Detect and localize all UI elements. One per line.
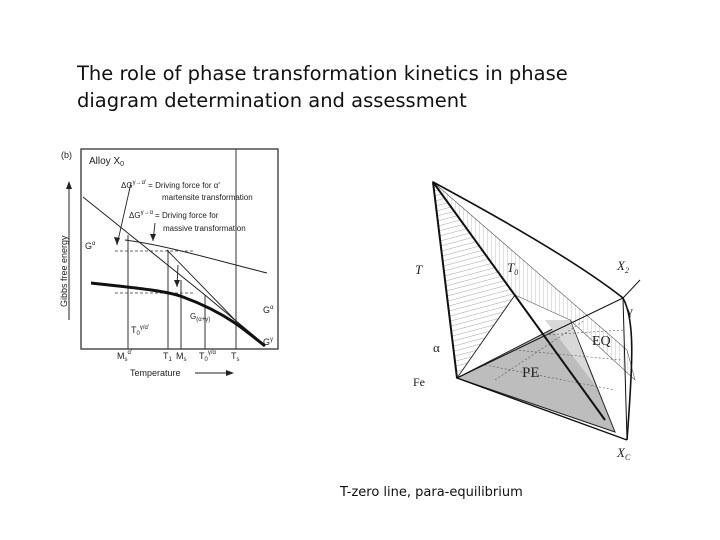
x-axis-label: Temperature — [130, 368, 181, 378]
y-axis-arrowhead — [66, 181, 72, 189]
label-fe: Fe — [413, 375, 425, 389]
label-t0: $T_0$ — [507, 260, 519, 277]
diagram-frame — [81, 149, 278, 349]
label-g-mixed: $G_{(\alpha+\gamma)}$ — [190, 312, 211, 323]
slide-title-line-1: The role of phase transformation kinetics in phase — [77, 62, 568, 85]
panel-label: (b) — [61, 150, 72, 160]
tick-label: $M_s^{\alpha'}$ — [117, 350, 133, 363]
tick-label: $T_1$ — [163, 351, 172, 363]
label-g-alpha-left: $G^\alpha$ — [85, 241, 96, 251]
figure-caption: T-zero line, para-equilibrium — [340, 485, 523, 500]
note-martensite-line-1: $\Delta G^{\gamma\to\alpha'}$ = Driving force for α′ — [121, 180, 220, 190]
curve-g-alpha — [125, 240, 267, 273]
label-x2: $X_2$ — [617, 258, 629, 275]
x-axis-arrowhead — [226, 370, 234, 376]
slide-title — [77, 60, 637, 114]
curve-g-mixed — [91, 283, 265, 346]
label-pe: PE — [522, 365, 540, 381]
temperature-tick-labels — [117, 350, 240, 363]
tick-label: $M_s$ — [176, 351, 187, 363]
arrowhead-mixed-down — [174, 280, 180, 287]
note-massive-line-2: massive transformation — [163, 224, 246, 233]
note-massive-line-1: $\Delta G^{\gamma\to\alpha}$ = Driving force for — [129, 210, 219, 220]
x2-axis-tick — [623, 280, 640, 298]
alloy-label: Alloy $X_0$ — [89, 156, 125, 168]
tick-label: $T_0^{\gamma/\alpha}$ — [199, 350, 216, 363]
label-t: T — [415, 262, 423, 277]
label-t0-prime: $T_0^{\gamma/\alpha'}$ — [131, 325, 150, 337]
tick-label: $T_s$ — [231, 351, 240, 363]
gibbs-energy-diagram — [55, 145, 290, 380]
label-gamma: γ — [627, 303, 633, 318]
arrowhead-martensite — [114, 237, 120, 245]
note-martensite-line-2: martensite transformation — [162, 193, 253, 202]
y-axis-label: Gibbs free energy — [59, 235, 69, 307]
slide-title-line-2: diagram determination and assessment — [77, 89, 467, 112]
label-xc: $X_C$ — [617, 445, 631, 462]
label-alpha: α — [433, 340, 440, 355]
label-g-gamma: $G^\gamma$ — [263, 337, 274, 347]
label-g-alpha-right: $G^\alpha$ — [263, 305, 274, 315]
t-zero-surface-diagram — [395, 170, 665, 470]
arrowhead-massive-1 — [150, 234, 156, 241]
label-eq: EQ — [592, 334, 611, 349]
